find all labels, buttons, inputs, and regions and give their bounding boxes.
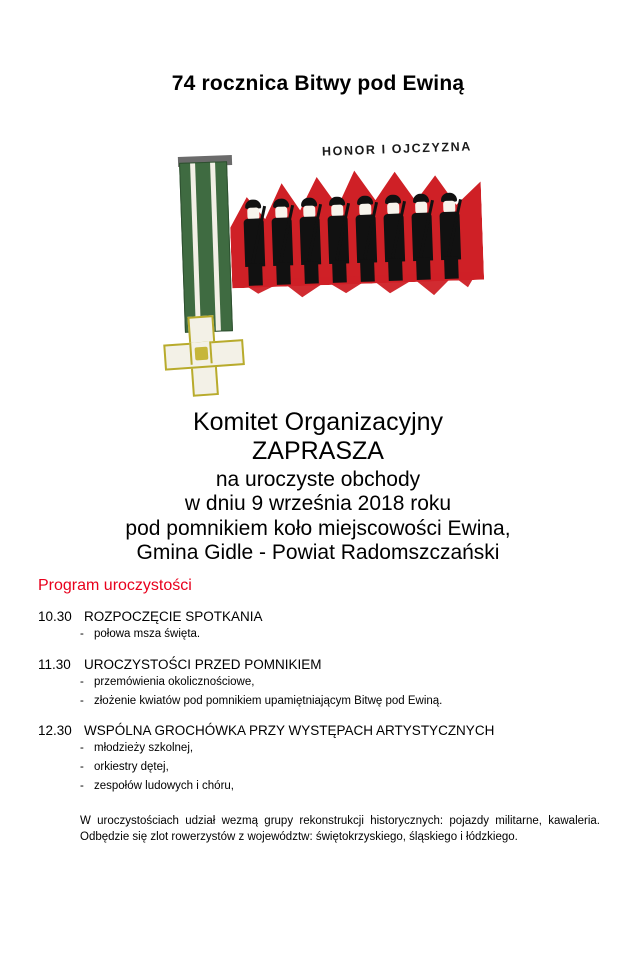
medal-ribbon [179,161,233,333]
program-subpoint: - młodzieży szkolnej, [80,742,194,755]
program-item-head [38,723,598,738]
program-subpoint-text: orkiestry dętej, [94,761,169,774]
invitation-line-1: Komitet Organizacyjny [192,408,444,436]
program-note: W uroczystościach udział wezmą grupy rekonstrukcji historycznych: pojazdy militarne, kawaleria. Odbędzie się zlot rowerzystów z województw: świętokrzyskiego, śląskiego i łódzkiego. [80,815,600,843]
soldier-icon [325,196,352,283]
program-item-label: UROCZYSTOŚCI PRZED POMNIKIEM [84,657,322,673]
program-subpoint: - złożenie kwiatów pod pomnikiem upamiętniającym Bitwę pod Ewiną. [80,694,443,707]
program-subpoint: - orkiestry dętej, [80,761,169,774]
program-subpoint-text: zespołów ludowych i chóru, [94,779,234,792]
soldier-icon [297,197,324,284]
emblem-artwork [138,134,498,394]
program-subpoint-text: złożenie kwiatów pod pomnikiem upamiętniającym Bitwę pod Ewiną. [94,694,443,707]
program-item [38,657,598,709]
invitation-block [0,408,636,565]
soldier-icon [241,199,268,286]
banner-text: HONOR I OJCZYZNA [321,139,473,159]
invitation-line-5: pod pomnikiem koło miejscowości Ewina, [125,516,511,540]
program-item-time: 11.30 [38,657,71,673]
program-subpoint: - przemówienia okolicznościowe, [80,676,255,689]
program-item [38,723,598,794]
soldier-icon [437,192,464,279]
program-list [38,609,598,845]
page-title: 74 rocznica Bitwy pod Ewiną [171,72,465,95]
invitation-line-2: ZAPRASZA [252,437,384,465]
program-heading: Program uroczystości [38,577,192,595]
soldier-icon [269,198,296,285]
program-item-label: ROZPOCZĘCIE SPOTKANIA [84,609,263,625]
soldier-icon [353,195,380,282]
program-item [38,609,598,643]
program-item-head [38,609,598,624]
invitation-line-6: Gmina Gidle - Powiat Radomszczański [136,541,500,565]
poster-page [0,72,636,972]
invitation-line-4: w dniu 9 września 2018 roku [184,492,452,516]
program-subpoint-text: młodzieży szkolnej, [94,742,194,755]
medal-cross-icon [161,313,242,394]
program-item-label: WSPÓLNA GROCHÓWKA PRZY WYSTĘPACH ARTYSTYCZNYCH [84,723,495,739]
program-subpoint-text: połowa msza święta. [94,628,201,641]
program-item-head [38,657,598,672]
soldier-silhouettes [240,174,475,286]
program-subpoint-text: przemówienia okolicznościowe, [94,676,255,689]
invitation-line-3: na uroczyste obchody [215,468,421,491]
program-subpoint: - zespołów ludowych i chóru, [80,779,234,792]
soldier-icon [381,194,408,281]
program-item-time: 10.30 [38,609,72,625]
program-subpoint: - połowa msza święta. [80,628,201,641]
soldier-icon [409,193,436,280]
program-item-time: 12.30 [38,723,72,739]
